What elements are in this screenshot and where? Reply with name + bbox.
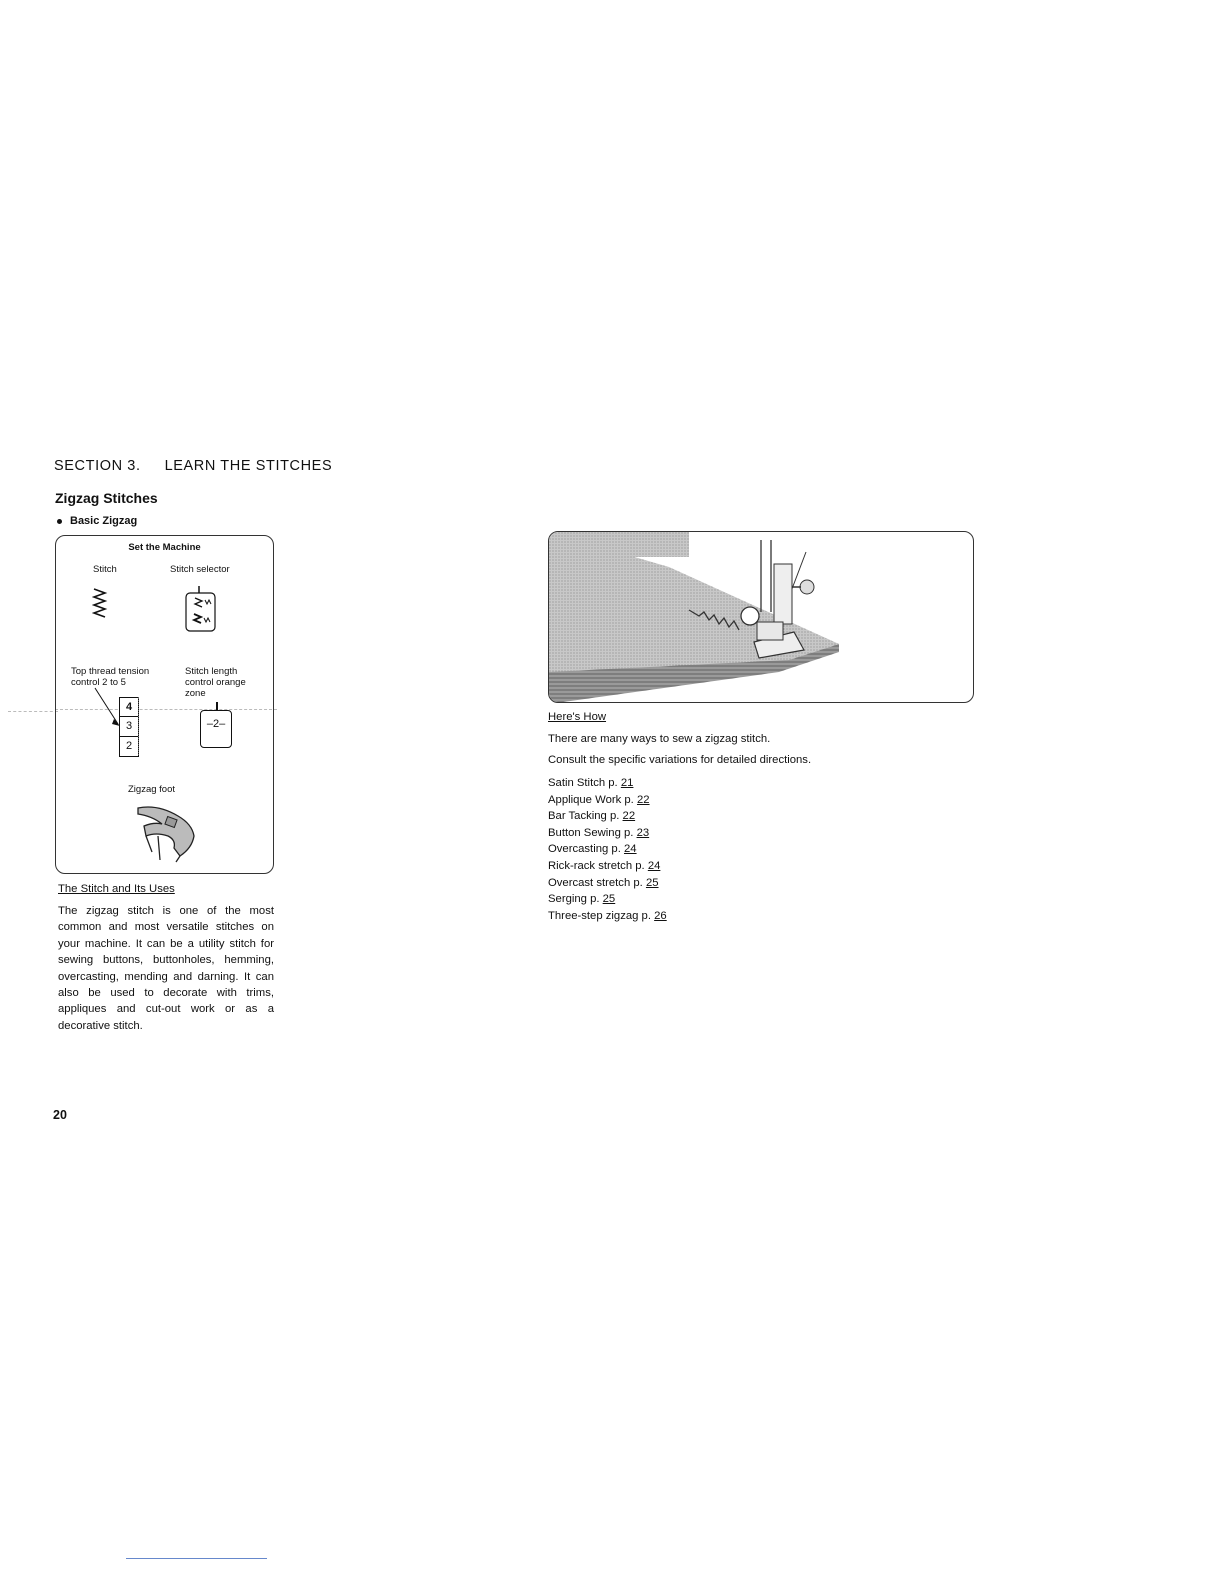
how-heading: Here's How xyxy=(548,711,607,723)
uses-heading: The Stitch and Its Uses xyxy=(58,883,175,895)
length-label: Stitch length control orange zone xyxy=(185,666,246,699)
list-item[interactable]: Bar Tacking p. 22 xyxy=(548,810,636,823)
sewing-machine-image xyxy=(549,532,974,703)
list-item[interactable]: Overcasting p. 24 xyxy=(548,843,637,856)
list-item[interactable]: Applique Work p. 22 xyxy=(548,793,650,806)
tension-value-4: 4 xyxy=(120,698,138,717)
subheading xyxy=(57,515,137,527)
guide-line xyxy=(8,711,58,712)
list-item[interactable]: Rick-rack stretch p. 24 xyxy=(548,859,661,872)
variations-list xyxy=(548,775,667,924)
section-name: LEARN THE STITCHES xyxy=(164,458,333,474)
foot-label: Zigzag foot xyxy=(128,784,175,795)
zigzag-stitch-icon xyxy=(92,587,108,619)
uses-paragraph: The zigzag stitch is one of the most common and most versatile stitches on your machine. It can be a utility stitch for sewing buttons, buttonholes, hemming, overcasting, mending and darning. It can also be used to decorate with trims, appliques and cut-out work or as a decorative stitch. xyxy=(58,905,274,1032)
list-item[interactable]: Overcast stretch p. 25 xyxy=(548,876,659,889)
zigzag-foot-icon xyxy=(132,802,202,866)
stitch-label: Stitch xyxy=(93,564,117,575)
how-line-1: There are many ways to sew a zigzag stitch. xyxy=(548,733,771,745)
section-title xyxy=(54,458,332,474)
tension-dial[interactable] xyxy=(119,697,139,757)
section-number: SECTION 3. xyxy=(54,458,141,474)
tension-value-3: 3 xyxy=(120,717,138,737)
list-item[interactable]: Serging p. 25 xyxy=(548,893,616,906)
page-heading: Zigzag Stitches xyxy=(55,490,158,506)
footer-rule xyxy=(126,1558,267,1559)
length-dial-value: 2 xyxy=(212,718,220,730)
sewing-illustration xyxy=(548,531,974,703)
page-number: 20 xyxy=(53,1108,67,1122)
panel-title: Set the Machine xyxy=(128,542,201,553)
tension-value-2: 2 xyxy=(125,740,133,752)
subheading-text: Basic Zigzag xyxy=(70,515,138,527)
machine-settings-panel xyxy=(55,535,274,874)
dial-ridge xyxy=(138,697,143,755)
tension-label: Top thread tension control 2 to 5 xyxy=(71,666,150,688)
length-pointer-icon xyxy=(216,702,218,710)
how-line-2: Consult the specific variations for detailed directions. xyxy=(548,754,812,766)
list-item[interactable]: Button Sewing p. 23 xyxy=(548,826,650,839)
stitch-selector-icon xyxy=(182,586,220,634)
list-item[interactable]: Satin Stitch p. 21 xyxy=(548,777,634,789)
bullet-icon xyxy=(57,519,62,524)
list-item[interactable]: Three-step zigzag p. 26 xyxy=(548,909,667,922)
length-dial[interactable]: –2– xyxy=(200,710,232,748)
stitch-selector-label: Stitch selector xyxy=(170,564,230,575)
